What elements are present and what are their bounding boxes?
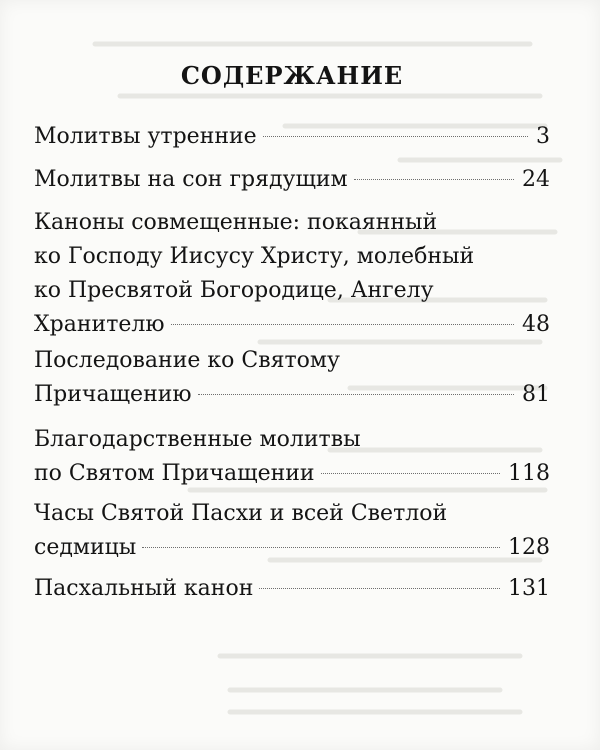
- toc-entry-line: [34, 120, 550, 154]
- toc-entry: [34, 423, 550, 491]
- page-title: СОДЕРЖАНИЕ: [180, 61, 404, 90]
- toc-entry-line: Часы Святой Пасхи и всей Светлой: [34, 501, 448, 526]
- toc-entry-line: [34, 308, 550, 342]
- toc-page-number: 118: [508, 461, 550, 486]
- toc-page-number: 131: [508, 576, 550, 601]
- toc-entry-title: Хранителю: [34, 312, 165, 337]
- dot-leader: [142, 547, 500, 548]
- toc-entry: [34, 572, 550, 606]
- toc-entry-title: седмицы: [34, 535, 137, 560]
- dot-leader: [171, 324, 514, 325]
- toc-entry-title: Молитвы утренние: [34, 124, 257, 149]
- toc-entry: [34, 497, 550, 565]
- toc-entry-line: [34, 572, 550, 606]
- toc-entry-title: Причащению: [34, 382, 192, 407]
- toc-entry-line: ко Пресвятой Богородице, Ангелу: [34, 278, 434, 303]
- toc-entry-line: [34, 457, 550, 491]
- toc-entry-title: Молитвы на сон грядущим: [34, 167, 348, 192]
- dot-leader: [259, 588, 500, 589]
- toc-entry-line: [34, 378, 550, 412]
- toc-entry: [34, 120, 550, 154]
- toc-page-number: 24: [522, 167, 550, 192]
- toc-page-number: 81: [522, 382, 550, 407]
- toc-entry-line: Благодарственные молитвы: [34, 427, 361, 452]
- toc-entry: [34, 206, 550, 342]
- toc-entry-line: [34, 163, 550, 197]
- dot-leader: [263, 136, 528, 137]
- dot-leader: [321, 473, 500, 474]
- toc-entry-line: Каноны совмещенные: покаянный: [34, 210, 438, 235]
- toc-entry: [34, 163, 550, 197]
- toc-entry-title: по Святом Причащении: [34, 461, 315, 486]
- toc-entry-title: Пасхальный канон: [34, 576, 254, 601]
- toc-entry: [34, 344, 550, 412]
- toc-entry-line: ко Господу Иисусу Христу, молебный: [34, 244, 475, 269]
- toc-entry-line: [34, 531, 550, 565]
- toc-page-number: 3: [536, 124, 550, 149]
- toc-page-number: 48: [522, 312, 550, 337]
- dot-leader: [354, 179, 514, 180]
- dot-leader: [198, 394, 514, 395]
- toc-page-number: 128: [508, 535, 550, 560]
- toc-entry-line: Последование ко Святому: [34, 348, 340, 373]
